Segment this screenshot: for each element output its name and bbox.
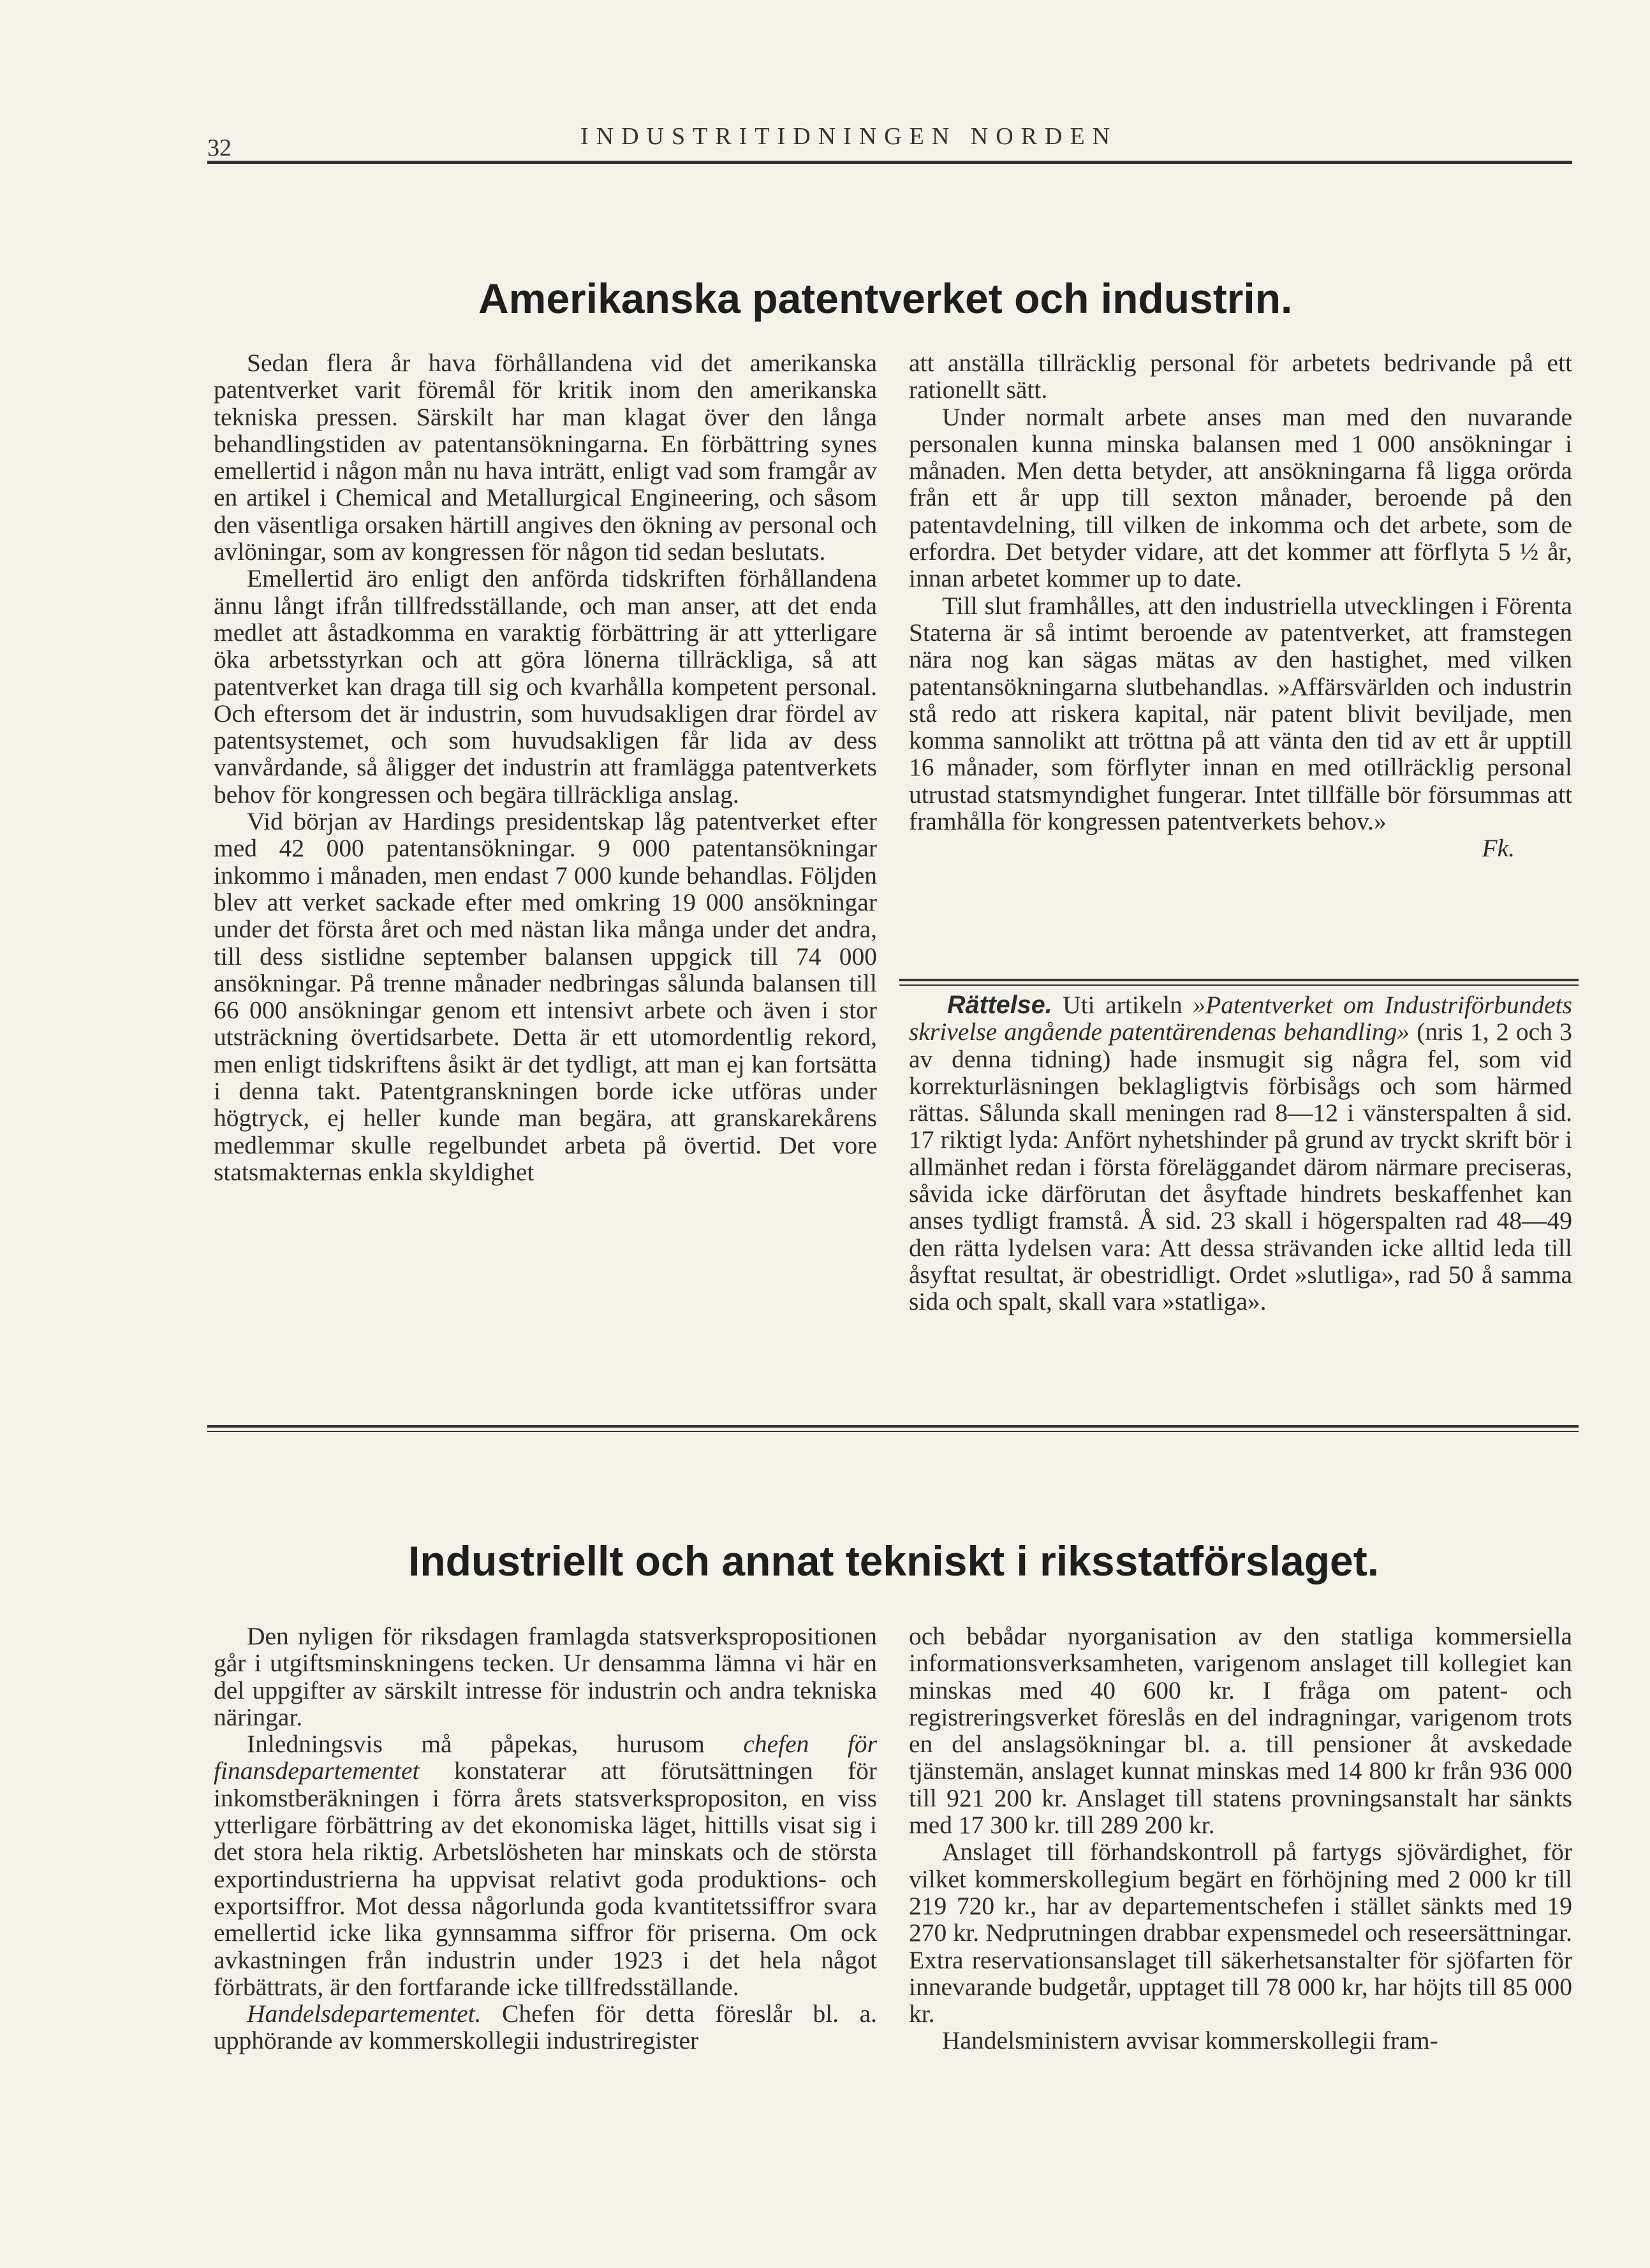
article2-text: konstaterar att förutsättningen för inkomstberäkningen i förra årets statsverkspropositon, en viss ytterligare förbättring av det ekonomiska läget, hittills visat sig i det stora hela riktig. Arbetslösheten har minskats och de största exportindustrierna ha uppvisat relativt goda produktions- och exportsiffror. Mot dessa någorlunda goda kvantitetssiffror svara emellertid icke lika gynnsamma siffror för priserna. Om ock avkastningen från industrin under 1923 i det hela något förbättrats, är den fortfarande icke tillfredsställande. — [214, 1757, 877, 2001]
article2-text: Chefen för detta föreslår bl. a. upphörande av kommerskollegii industriregister — [214, 2000, 877, 2055]
article1-paragraph: att anställa tillräcklig personal för arbetets bedrivande på ett rationellt sätt. — [909, 349, 1572, 404]
header-rule — [207, 161, 1572, 164]
article2-text: Inledningsvis må påpekas, hurusom — [247, 1730, 744, 1759]
correction-title: »Patentverket om Industriförbundets skrivelse angående patentärendenas behandling» — [909, 991, 1573, 1046]
article2-paragraph: Anslaget till förhandskontroll på fartygs sjövärdighet, för vilket kommerskollegium begärt en förhöjning med 2 000 kr till 219 720 kr., har av departementschefen i stället sänkts med 19 270 kr. Nedprutningen drabbar expensmedel och reseersättningar. Extra reservationsanslaget till säkerhetsanstalter för sjöfarten för innevarande budgetår, upptaget till 78 000 kr, har höjts till 85 000 kr. — [909, 1838, 1572, 2028]
article2-paragraph: Handelsministern avvisar kommerskollegii fram- — [942, 2026, 1438, 2055]
article1-paragraph: Vid början av Hardings presidentskap låg patentverket efter med 42 000 patentansökningar. 9 000 patentansökningar inkommo i månaden, men endast 7 000 kunde behandlas. Följden blev att verket sackade efter med omkring 19 000 ansökningar under det första året och med nästan lika många under det andra, till dess sistlidne september balansen uppgick till 74 000 ansökningar. På trenne månader nedbringas sålunda balansen till 66 000 ansökningar genom ett intensivt arbete och även i stor utsträckning övertidsarbete. Detta är ett utomordentlig rekord, men enligt tidskriftens åsikt är det tydligt, att man ej kan fortsätta i denna takt. Patentgranskningen borde icke utföras under högtryck, ej heller kunde man begära, att granskarekårens medlemmar skulle regelbundet arbeta på övertid. Det vore statsmakternas enkla skyldighet — [214, 807, 877, 1186]
correction-rule-top-thin — [899, 984, 1579, 986]
correction-notice — [909, 991, 1572, 1315]
article1-column-right — [909, 349, 1572, 862]
article2-paragraph: Den nyligen för riksdagen framlagda statsverkspropositionen går i utgiftsminskningens tecken. Ur densamma lämna vi här en del uppgifter av särskilt intresse för industrin och andra tekniska näringar. — [214, 1622, 877, 1731]
article2-column-left — [214, 1623, 877, 2054]
article2-emphasis: Handelsdepartementet. — [247, 2000, 482, 2028]
page-number: 32 — [207, 135, 232, 161]
correction-rule-top — [899, 979, 1579, 981]
article1-paragraph: Under normalt arbete anses man med den nuvarande personalen kunna minska balansen med 1 000 ansökningar i månaden. Men detta betyder, att ansökningarna få ligga orörda från ett år upp till sexton månader, beroende på den patentavdelning, till vilken de inkomma och det arbete, som de erfordra. Det betyder vidare, att det kommer att förflyta 5 ½ år, innan arbetet kommer up to date. — [909, 402, 1572, 593]
article2-paragraph — [214, 1730, 877, 2000]
article2-paragraph: och bebådar nyorganisation av den statliga kommersiella informationsverksamheten, varigenom anslaget till kollegiet kan minskas med 40 600 kr. I fråga om patent- och registreringsverket föreslås en del indragningar, varigenom trots en del anslagsökningar bl. a. till pensioner åt avskedade tjänstemän, anslaget kunnat minskas med 14 800 kr från 936 000 till 921 200 kr. Anslaget till statens provningsanstalt har sänkts med 17 300 kr. till 289 200 kr. — [909, 1622, 1572, 1840]
article2-title: Industriellt och annat tekniskt i riksstatförslaget. — [408, 1537, 1380, 1584]
article1-title: Amerikanska patentverket och industrin. — [478, 275, 1293, 322]
section-divider-rule-thin — [207, 1431, 1579, 1432]
article1-paragraph: Emellertid äro enligt den anförda tidskriften förhållandena ännu långt ifrån tillfredsställande, och man anser, att det enda medlet att åstadkomma en varaktig förbättring är att ytterligare öka arbetsstyrkan och att göra lönerna tillräckliga, så att patentverket kan draga till sig och kvarhålla kompetent personal. Och eftersom det är industrin, som huvudsakligen drar fördel av patentsystemet, och som huvudsakligen får lida av dess vanvårdande, så åligger det industrin att framlägga patentverkets behov för kongressen och begära tillräckliga anslag. — [214, 564, 877, 808]
article1-signature: Fk. — [1482, 834, 1515, 863]
correction-lead: Rättelse. — [947, 991, 1052, 1019]
article2-emphasis: chefen för finansdepartementet — [214, 1730, 878, 1785]
correction-text-a: Uti artikeln — [1063, 991, 1193, 1019]
running-head: INDUSTRITIDNINGEN NORDEN — [580, 123, 1118, 150]
article1-paragraph: Till slut framhålles, att den industriella utvecklingen i Förenta Staterna är så intimt beroende av patentverket, att framstegen nära nog kan sägas mätas av den hastighet, med vilken patentansökningarna slutbehandlas. »Affärsvärlden och industrin stå redo att riskera kapital, när patent blivit beviljade, men komma sannolikt att tröttna på att vänta den tid av ett år upptill 16 månader, som förflyter innan en med otillräcklig personal utrustad statsmyndighet fungerar. Intet tillfälle bör försummas att framhålla för kongressen patentverkets behov.» — [909, 591, 1572, 836]
article2-column-right — [909, 1623, 1572, 2054]
section-divider-rule — [207, 1425, 1579, 1428]
correction-paragraph — [909, 991, 1572, 1315]
article2-paragraph — [214, 2000, 877, 2054]
article1-column-left — [214, 349, 877, 1185]
correction-text-b: (nris 1, 2 och 3 av denna tidning) hade insmugit sig några fel, som vid korrekturläsningen beklagligtvis förbisågs och som härmed rättas. Sålunda skall meningen rad 8—12 i vänsterspalten å sid. 17 riktigt lyda: Anfört nyhetshinder på grund av tryckt skrift bör i allmänhet redan i första föreläggandet därom närmare preciseras, såvida icke därförutan det åsyftade hindrets beskaffenhet kan anses tydligt framstå. Å sid. 23 skall i högerspalten rad 48—49 den rätta lydelsen vara: Att dessa strävanden icke alltid leda till åsyftat resultat, är obestridligt. Ordet »slutliga», rad 50 å samma sida och spalt, skall vara »statliga». — [909, 1018, 1572, 1316]
article1-paragraph: Sedan flera år hava förhållandena vid det amerikanska patentverket varit föremål för kritik inom den amerikanska tekniska pressen. Särskilt har man klagat över den långa behandlingstiden av patentansökningarna. En förbättring synes emellertid i någon mån nu hava inträtt, enligt vad som framgår av en artikel i Chemical and Metallurgical Engineering, och såsom den väsentliga orsaken härtill angives den ökning av personal och avlöningar, som av kongressen för någon tid sedan beslutats. — [214, 349, 877, 566]
